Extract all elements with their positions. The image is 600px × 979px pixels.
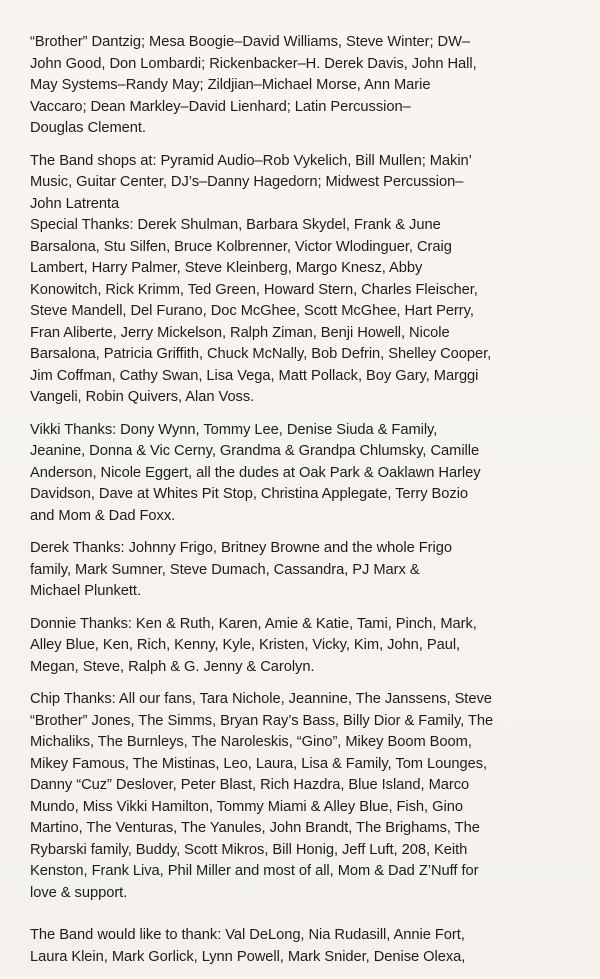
text-line: The Band would like to thank: Val DeLong, Nia Rudasill, Annie Fort, [30,927,465,943]
text-line: Megan, Steve, Ralph & G. Jenny & Carolyn. [30,658,315,675]
text-line: Martino, The Venturas, The Yanules, John Brandt, The Brighams, The [30,820,480,836]
text-line: Donnie Thanks: Ken & Ruth, Karen, Amie & Katie, Tami, Pinch, Mark, [30,615,477,632]
text-line: Vikki Thanks: Dony Wynn, Tommy Lee, Denise Siuda & Family, [30,421,438,438]
paragraph-chip-thanks [30,689,578,904]
paragraph-band-thanks [30,925,578,968]
text-line: Derek Thanks: Johnny Frigo, Britney Browne and the whole Frigo [30,540,452,556]
text-line: Anderson, Nicole Eggert, all the dudes at Oak Park & Oaklawn Harley [30,464,481,481]
text-line: Music, Guitar Center, DJ’s–Danny Hagedorn; Midwest Percussion– [30,174,464,190]
text-line: Steve Mandell, Del Furano, Doc McGhee, Scott McGhee, Hart Perry, [30,303,474,319]
text-line: The Band shops at: Pyramid Audio–Rob Vykelich, Bill Mullen; Makin’ [30,152,472,169]
text-line: Michaliks, The Burnleys, The Naroleskis, “Gino”, Mikey Boom Boom, [30,734,472,750]
text-line: Mikey Famous, The Mistinas, Leo, Laura, Lisa & Family, Tom Lounges, [30,755,488,772]
text-line: Fran Aliberte, Jerry Mickelson, Ralph Ziman, Benji Howell, Nicole [30,324,450,341]
text-line: Michael Plunkett. [30,583,141,599]
paragraph-vikki-thanks [30,420,578,528]
text-line: Barsalona, Patricia Griffith, Chuck McNally, Bob Defrin, Shelley Cooper, [30,346,492,362]
text-line: Jeanine, Donna & Vic Cerny, Grandma & Grandpa Chlumsky, Camille [30,443,480,459]
paragraph-special-thanks [30,215,578,409]
text-line: May Systems–Randy May; Zildjian–Michael Morse, Ann Marie [30,77,431,93]
paragraph-band-shops [30,151,578,216]
text-line: Special Thanks: Derek Shulman, Barbara Skydel, Frank & June [30,217,441,233]
text-line: Danny “Cuz” Deslover, Peter Blast, Rich Hazdra, Blue Island, Marco [30,777,470,793]
text-line: Vaccaro; Dean Markley–David Lienhard; Latin Percussion– [30,98,411,115]
text-line: Barsalona, Stu Silfen, Bruce Kolbrenner, Victor Wlodinguer, Craig [30,238,452,255]
text-line: Laura Klein, Mark Gorlick, Lynn Powell, Mark Snider, Denise Olexa, [30,948,466,965]
text-line: Lambert, Harry Palmer, Steve Kleinberg, Margo Knesz, Abby [30,260,423,276]
text-line: John Latrenta [30,195,120,212]
text-line: “Brother” Dantzig; Mesa Boogie–David Williams, Steve Winter; DW– [30,34,471,50]
text-line: Alley Blue, Ken, Rich, Kenny, Kyle, Kristen, Vicky, Kim, John, Paul, [30,637,461,653]
text-line: and Mom & Dad Foxx. [30,507,176,524]
text-line: Douglas Clement. [30,120,146,136]
text-line: Rybarski family, Buddy, Scott Mikros, Bill Honig, Jeff Luft, 208, Keith [30,841,468,858]
text-line: Davidson, Dave at Whites Pit Stop, Christina Applegate, Terry Bozio [30,486,469,502]
text-line: Vangeli, Robin Quivers, Alan Voss. [30,389,255,405]
text-line: love & support. [30,884,128,901]
text-line: John Good, Don Lombardi; Rickenbacker–H. Derek Davis, John Hall, [30,55,477,72]
credits-text-block [30,32,578,979]
paragraph-derek-thanks [30,538,578,603]
text-line: “Brother” Jones, The Simms, Bryan Ray’s Bass, Billy Dior & Family, The [30,712,494,729]
text-line: Jim Coffman, Cathy Swan, Lisa Vega, Matt Pollack, Boy Gary, Marggi [30,367,479,384]
paragraph-credits-endorsements [30,32,578,140]
text-line: Chip Thanks: All our fans, Tara Nichole, Jeannine, The Janssens, Steve [30,691,492,707]
text-line: Kenston, Frank Liva, Phil Miller and most of all, Mom & Dad Z’Nuff for [30,863,479,879]
text-line: Mundo, Miss Vikki Hamilton, Tommy Miami & Alley Blue, Fish, Gino [30,798,463,815]
text-line: Konowitch, Rick Krimm, Ted Green, Howard Stern, Charles Fleischer, [30,281,478,298]
text-line: family, Mark Sumner, Steve Dumach, Cassandra, PJ Marx & [30,561,420,578]
paragraph-donnie-thanks [30,614,578,679]
